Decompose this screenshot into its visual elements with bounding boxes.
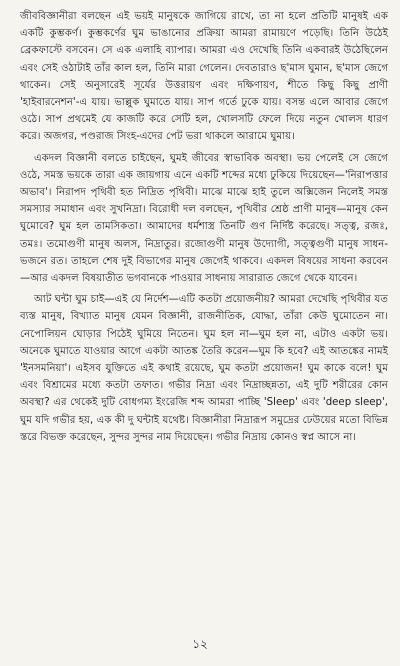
paragraph-2: একদল বিজ্ঞানী বলতে চাইছেন, ঘুমই জীবের স্বাভাবিক অবস্থা। ভয় পেলেই সে জেগে ওঠে, সমস্ত ভয়কে তারা এক জায়গায় এনে একটি শব্দের মধ্যে ঢুকিয়ে দিয়েছেন—'নিরাপত্তার অভাব'। নিরাপদ পৃথিবী হত নিদ্রিত পৃথিবী। মাঝে মাঝে হাই তুলে অক্সিজেন নিলেই সমস্ত সমস্যার সমাধান এবং সুখনিদ্রা। বিরোধী দল বলছেন, পৃথিবীর শ্রেষ্ঠ প্রাণী মানুষ—মানুষ কেন ঘুমোবে? ঘুম হল তামসিকতা। আমাদের ধর্মশাস্ত্র তিনটি গুণ নির্দিষ্ট করেছে। সত্ত্ব, রজঃ, তমঃ। তমোগুণী মানুষ অলস, নিদ্রাতুর। রজোগুণী মানুষ উদ্যোগী, সত্ত্বগুণী মানুষ সাধন-ভজনে রত। তাহলে শেষ দুই বিভাগের মানুষ জেগেই থাকবে। একদল বিষয়ের সাধনা করবেন—আর একদল বিষয়াতীত ভগবানকে পাওয়ার সাধনায় সারারাত জেগে থেকে যাবেন। (20, 152, 388, 285)
paragraph-3: আট ঘন্টা ঘুম চাই—এই যে নির্দেশ—এটি কতটা প্রয়োজনীয়? আমরা দেখেছি পৃথিবীর যত ব্যস্ত মানুষ, বিখ্যাত মানুষ যেমন বিজ্ঞানী, রাজনীতিক, যোদ্ধা, তাঁরা কেউ ঘুমোতেন না। নেপোলিয়ন ঘোড়ার পিঠেই ঘুমিয়ে নিতেন। ঘুম হল না—ঘুম হল না, এটাও একটা ভয়। অনেকে ঘুমাতে যাওয়ার আগে একটা আতঙ্ক তৈরি করেন—ঘুম কি হবে? এই আতঙ্কের নামই 'ইনসমনিয়া'। এইসব যুক্তিতে এই কথাই রয়েছে, ঘুম কতটা প্রয়োজন! ঘুম কাকে বলে! ঘুম এবং বিশ্রামের মধ্যে কতটা তফাত। গভীর নিদ্রা এবং নিদ্রাচ্ছন্নতা, এই দুটি শরীরের কোন অবস্থা? এর থেকেই দুটি বোধগম্য ইংরেজি শব্দ আমরা পাচ্ছি 'Sleep' এবং 'deep sleep', ঘুম যদি গভীর হয়, এক কী দু ঘন্টাই যথেষ্ট। বিজ্ঞানীরা নিদ্রারূপ সমুদ্রের ঢেউয়ের মতো বিভিন্ন স্তরে বিভক্ত করেছেন, সুন্দর সুন্দর নাম দিয়েছেন। গভীর নিদ্রায় কোনও স্বপ্ন আসে না। (20, 294, 388, 443)
page-number: ১২ (192, 637, 208, 651)
paragraph-1: জীববিজ্ঞানীরা বলছেন এই ভয়ই মানুষকে জাগিয়ে রাখে, তা না হলে প্রতিটি মানুষই এক একটি কুম্ভকর্ণ। কুম্ভকর্ণের ঘুম ভাঙানোর প্রক্রিয়া আমরা রামায়ণে পড়েছি। তিনি উঠেই ব্রেকফাস্টে বসবেন। সে এক এলাহি ব্যাপার। আমরা এও দেখেছি তিনি একবারই উঠেছিলেন এবং সেই ওঠাটাই তাঁর কাল হল, তিনি মারা গেলেন। দেবতারাও ছ'মাস ঘুমান, ছ'মাস জেগে থাকেন। সেই অনুসারেই সূর্যের উত্তরায়ণ এবং দক্ষিণায়ণ, শীতে কিছু কিছু প্রাণী 'হাইবারনেশন'-এ যায়। ভাল্লুক ঘুমাতে যায়। সাপ গর্তে ঢুকে যায়। বসন্ত এলে আবার জেগে ওঠে। সাপ প্রথমেই যে কাজটি করে সেটি হল, খোলসটি ফেলে দিয়ে নতুন খোলস ধারণ করে। অজগর, পণ্ডরাজ সিংহ-এদের পেট ভরা থাকলে আরামে ঘুমায়। (20, 11, 388, 143)
